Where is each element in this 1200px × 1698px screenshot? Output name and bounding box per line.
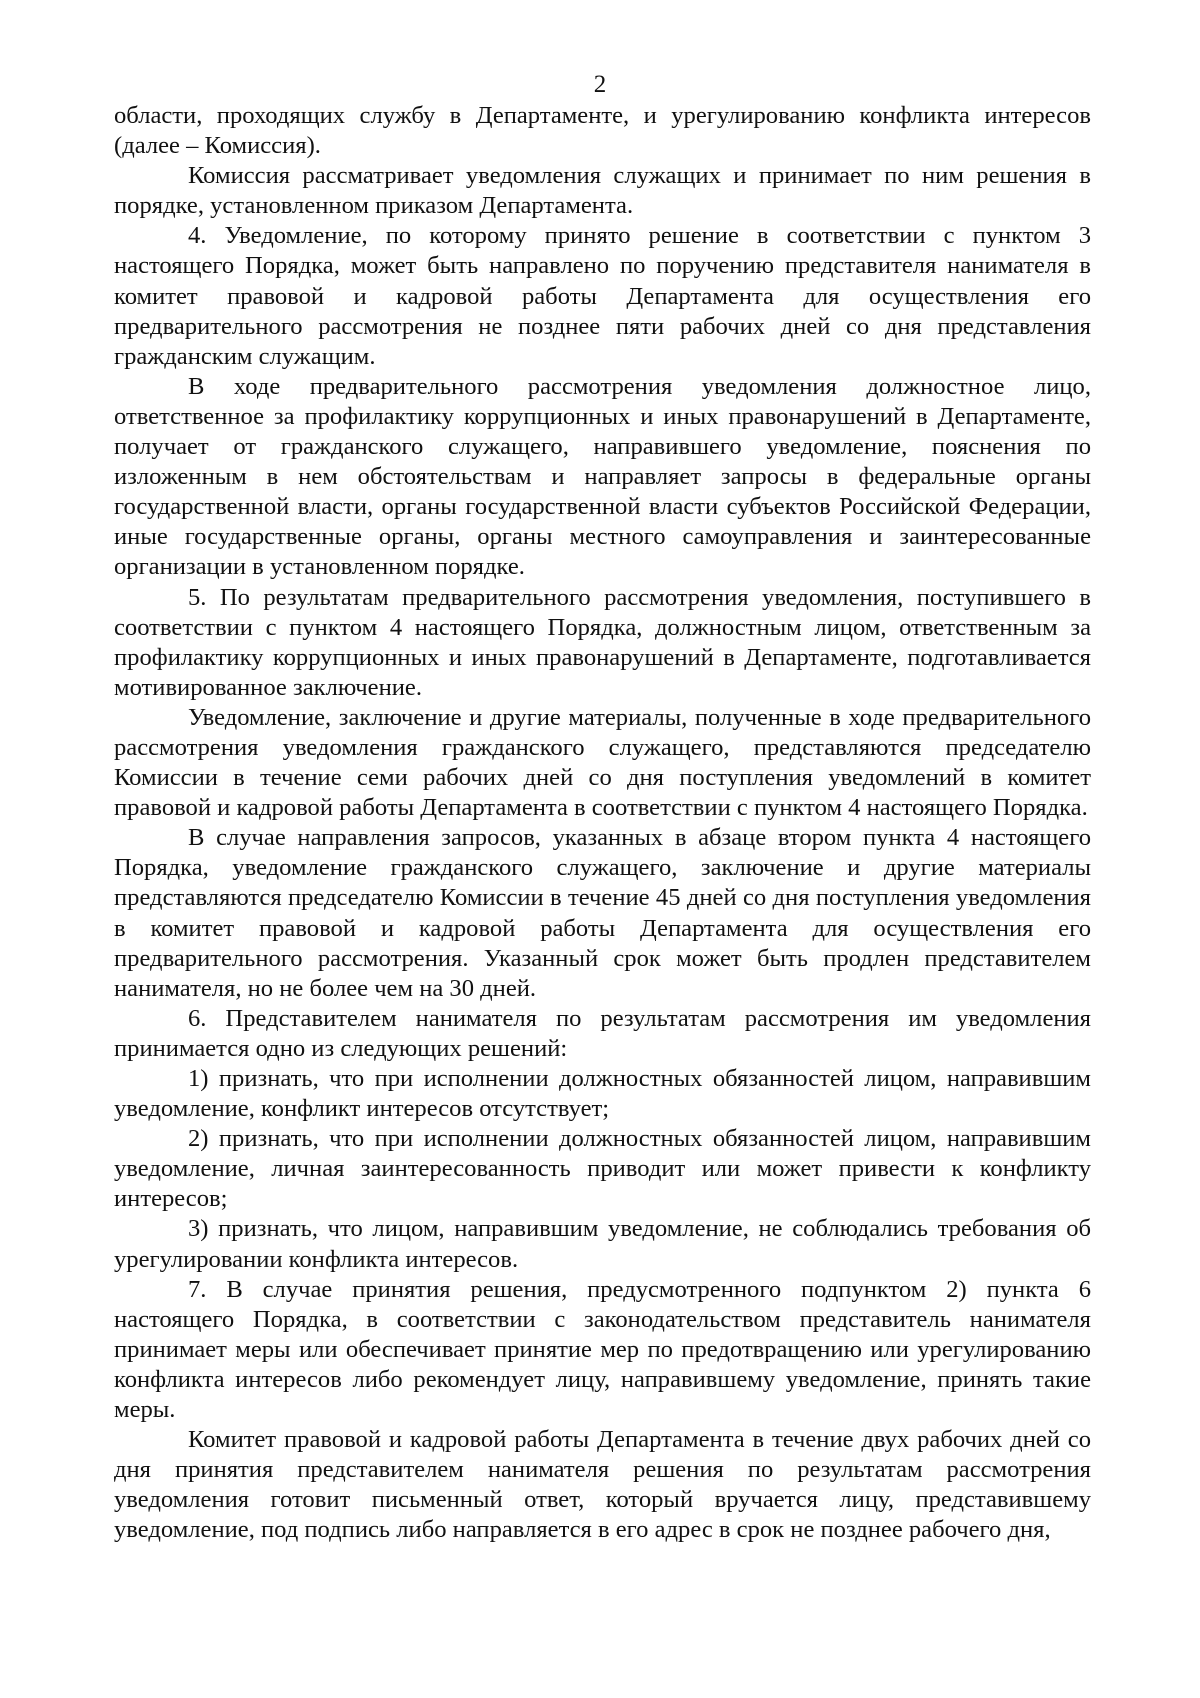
paragraph: Уведомление, заключение и другие материалы, полученные в ходе предварительного рассмотрения уведомления гражданского служащего, представляются председателю Комиссии в течение семи рабочих дней со дня поступления уведомлений в комитет правовой и кадровой работы Департамента в соответствии с пунктом 4 настоящего Порядка. bbox=[114, 703, 1091, 822]
document-body bbox=[114, 101, 1091, 1546]
paragraph: 2) признать, что при исполнении должностных обязанностей лицом, направившим уведомление, личная заинтересованность приводит или может привести к конфликту интересов; bbox=[114, 1125, 1091, 1213]
paragraph: 1) признать, что при исполнении должностных обязанностей лицом, направившим уведомление, конфликт интересов отсутствует; bbox=[114, 1065, 1091, 1123]
page-number: 2 bbox=[593, 71, 607, 98]
paragraph: 3) признать, что лицом, направившим уведомление, не соблюдались требования об урегулировании конфликта интересов. bbox=[114, 1215, 1091, 1273]
paragraph: 7. В случае принятия решения, предусмотренного подпунктом 2) пункта 6 настоящего Порядка, в соответствии с законодательством представитель нанимателя принимает меры или обеспечивает принятие мер по предотвращению или урегулированию конфликта интересов либо рекомендует лицу, направившему уведомление, принять такие меры. bbox=[114, 1275, 1091, 1424]
paragraph: В ходе предварительного рассмотрения уведомления должностное лицо, ответственное за профилактику коррупционных и иных правонарушений в Департаменте, получает от гражданского служащего, направившего уведомление, пояснения по изложенным в нем обстоятельствам и направляет запросы в федеральные органы государственной власти, органы государственной власти субъектов Российской Федерации, иные государственные органы, органы местного самоуправления и заинтересованные организации в установленном порядке. bbox=[114, 372, 1091, 581]
paragraph: области, проходящих службу в Департаменте, и урегулированию конфликта интересов (далее – Комиссия). bbox=[114, 102, 1091, 160]
paragraph: Комитет правовой и кадровой работы Департамента в течение двух рабочих дней со дня принятия представителем нанимателя решения по результатам рассмотрения уведомления готовит письменный ответ, который вручается лицу, представившему уведомление, под подпись либо направляется в его адрес в срок не позднее рабочего дня, bbox=[114, 1426, 1091, 1544]
paragraph: 4. Уведомление, по которому принято решение в соответствии с пунктом 3 настоящего Порядка, может быть направлено по поручению представителя нанимателя в комитет правовой и кадровой работы Департамента для осуществления его предварительного рассмотрения не позднее пяти рабочих дней со дня представления гражданским служащим. bbox=[114, 222, 1091, 370]
paragraph: 6. Представителем нанимателя по результатам рассмотрения им уведомления принимается одно из следующих решений: bbox=[114, 1004, 1091, 1062]
paragraph: 5. По результатам предварительного рассмотрения уведомления, поступившего в соответствии с пунктом 4 настоящего Порядка, должностным лицом, ответственным за профилактику коррупционных и иных правонарушений в Департаменте, подготавливается мотивированное заключение. bbox=[114, 583, 1091, 701]
paragraph: Комиссия рассматривает уведомления служащих и принимает по ним решения в порядке, установленном приказом Департамента. bbox=[114, 162, 1091, 220]
paragraph: В случае направления запросов, указанных в абзаце втором пункта 4 настоящего Порядка, уведомление гражданского служащего, заключение и другие материалы представляются председателю Комиссии в течение 45 дней со дня поступления уведомления в комитет правовой и кадровой работы Департамента для осуществления его предварительного рассмотрения. Указанный срок может быть продлен представителем нанимателя, но не более чем на 30 дней. bbox=[114, 824, 1091, 1002]
